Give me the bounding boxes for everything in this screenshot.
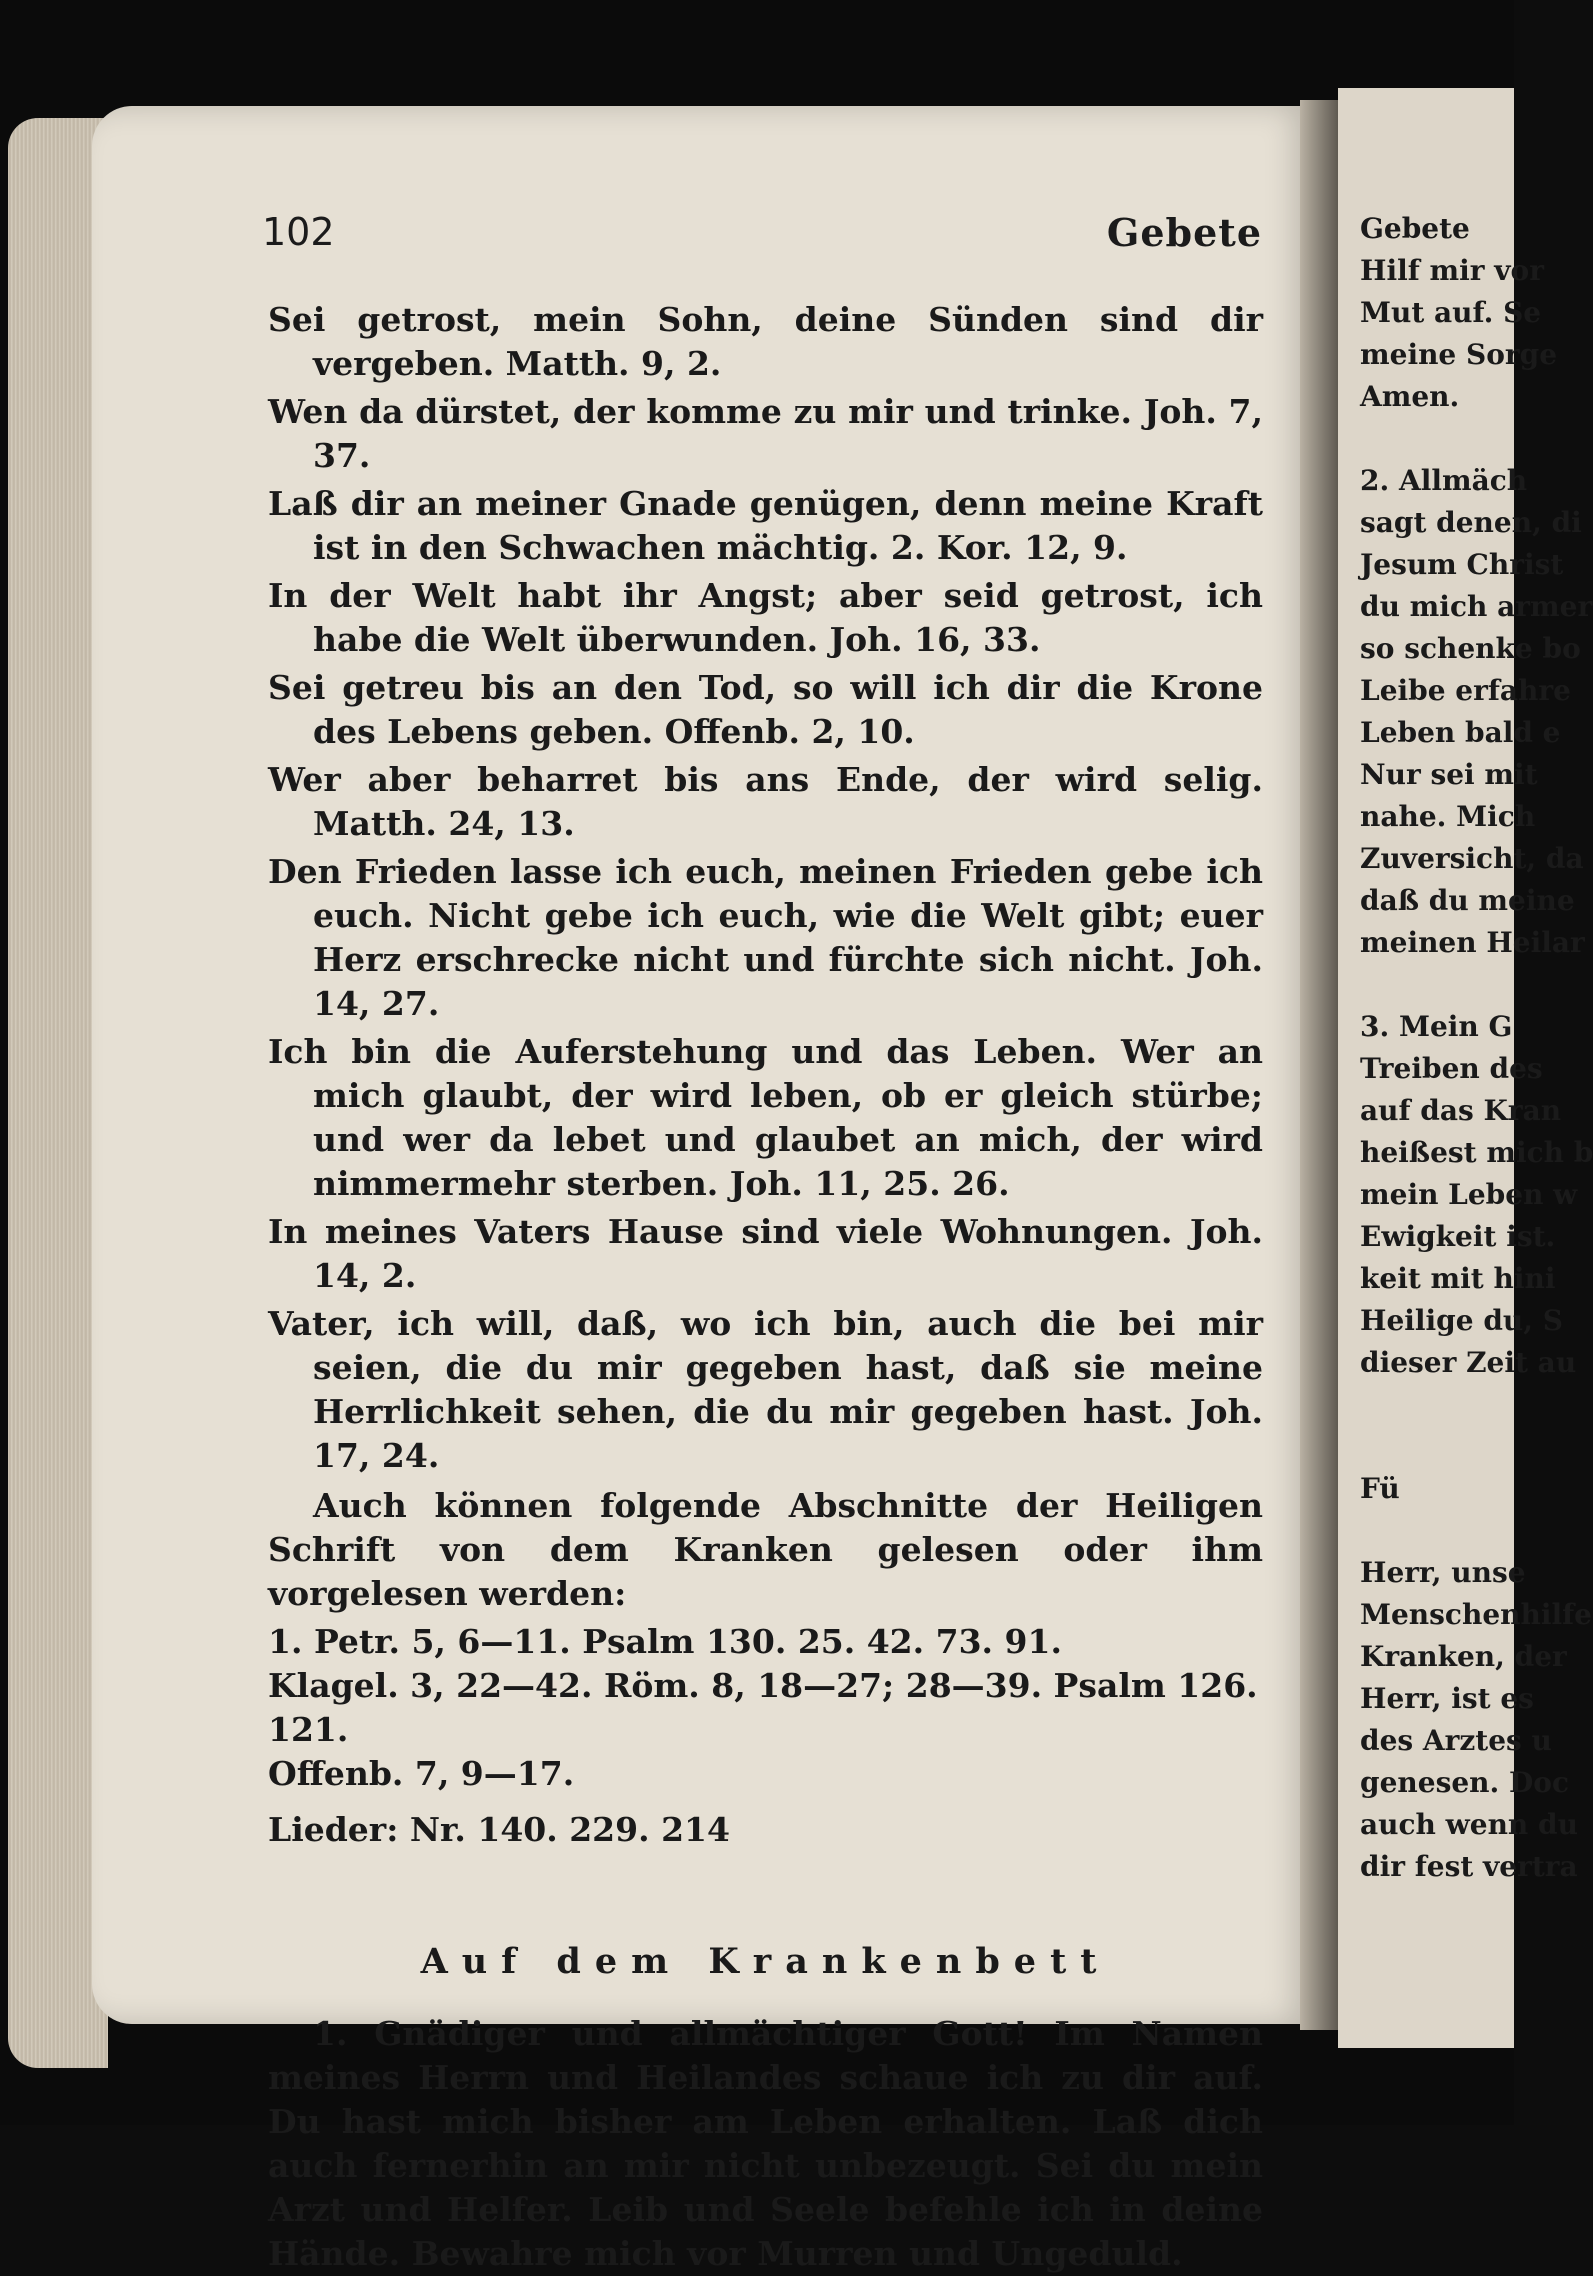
bible-verse: Den Frieden lasse ich euch, meinen Frieden gebe ich euch. Nicht gebe ich euch, wie die Welt gibt; euer Herz erschrecke nicht und fürchte sich nicht. Joh. 14, 27.	[268, 852, 1263, 1023]
right-page-line: 2. Allmäch	[1360, 464, 1528, 497]
right-page-line: genesen. Doc	[1360, 1766, 1570, 1799]
reading-intro: Auch können folgende Abschnitte der Heiligen Schrift von dem Kranken gelesen oder ihm vorgelesen werden:	[268, 1486, 1263, 1613]
hymn-list: Lieder: Nr. 140. 229. 214	[268, 1810, 730, 1849]
right-page-line: Herr, unse	[1360, 1556, 1526, 1589]
bible-verse: Laß dir an meiner Gnade genügen, denn meine Kraft ist in den Schwachen mächtig. 2. Kor. 12, 9.	[268, 484, 1263, 567]
right-page-line: Gebete	[1360, 212, 1470, 245]
right-page-line: Amen.	[1360, 380, 1460, 413]
right-page-line	[1360, 1510, 1593, 1552]
prayer-paragraph: 1. Gnädiger und allmächtiger Gott! Im Namen meines Herrn und Heilandes schaue ich zu dir auf. Du hast mich bisher am Leben erhalten. Laß dich auch fernerhin an mir nicht unbezeugt. Sei du mein Arzt und Helfer. Leib und Seele befehle ich in deine Hände. Bewahre mich vor Murren und Ungeduld.	[268, 2014, 1263, 2273]
bible-verse: In meines Vaters Hause sind viele Wohnungen. Joh. 14, 2.	[268, 1212, 1263, 1295]
right-page-line: Hilf mir vor	[1360, 254, 1544, 287]
right-page-line: Mut auf. Se	[1360, 296, 1542, 329]
bible-verse: Wer aber beharret bis ans Ende, der wird selig. Matth. 24, 13.	[268, 760, 1263, 843]
right-page-line: 3. Mein G	[1360, 1010, 1513, 1043]
right-page-line: daß du meine	[1360, 884, 1575, 917]
right-page-line: auf das Kran	[1360, 1094, 1562, 1127]
page-header	[262, 210, 1262, 260]
right-page-line: Nur sei mit	[1360, 758, 1538, 791]
right-page-line: nahe. Mich	[1360, 800, 1536, 833]
right-page-line: Fü	[1360, 1472, 1400, 1505]
right-page-line: du mich armer	[1360, 590, 1593, 623]
right-page-line: dir fest vertra	[1360, 1850, 1578, 1883]
right-page-line: auch wenn du	[1360, 1808, 1578, 1841]
right-page-line: mein Leben w	[1360, 1178, 1578, 1211]
right-page-line: Zuversicht, da	[1360, 842, 1584, 875]
right-page-line: des Arztes u	[1360, 1724, 1552, 1757]
bible-verse: Sei getreu bis an den Tod, so will ich dir die Krone des Lebens geben. Offenb. 2, 10.	[268, 668, 1263, 751]
right-page-line	[1360, 1426, 1593, 1468]
right-page-line: Kranken, der	[1360, 1640, 1567, 1673]
right-page-line: Treiben des	[1360, 1052, 1543, 1085]
right-page-line: meine Sorge	[1360, 338, 1558, 371]
bible-verse: In der Welt habt ihr Angst; aber seid getrost, ich habe die Welt überwunden. Joh. 16, 33.	[268, 576, 1263, 659]
right-page-line: Jesum Christ	[1360, 548, 1564, 581]
right-page-line: Herr, ist es	[1360, 1682, 1534, 1715]
right-page-line: keit mit hini	[1360, 1262, 1556, 1295]
right-page-line: Menschenhilfe	[1360, 1598, 1592, 1631]
right-page-line: Ewigkeit ist.	[1360, 1220, 1556, 1253]
bible-verse: Ich bin die Auferstehung und das Leben. Wer an mich glaubt, der wird leben, ob er gleich stürbe; und wer da lebet und glaubet an mich, der wird nimmermehr sterben. Joh. 11, 25. 26.	[268, 1032, 1263, 1203]
right-page-line: sagt denen, di	[1360, 506, 1582, 539]
right-page-line: meinen Heilar	[1360, 926, 1585, 959]
right-page-text	[1360, 208, 1593, 1888]
reading-reference: Klagel. 3, 22—42. Röm. 8, 18—27; 28—39. Psalm 126. 121.	[268, 1666, 1258, 1749]
right-page-line: dieser Zeit au	[1360, 1346, 1577, 1379]
running-title: Gebete	[1106, 210, 1262, 255]
right-page-line: Leben bald e	[1360, 716, 1561, 749]
right-page-line: so schenke bo	[1360, 632, 1581, 665]
right-page-line: Leibe erfahre	[1360, 674, 1571, 707]
reading-reference: Offenb. 7, 9—17.	[268, 1754, 575, 1793]
right-page-line: Heilige du, S	[1360, 1304, 1563, 1337]
right-page-line	[1360, 964, 1593, 1006]
right-page-line	[1360, 1384, 1593, 1426]
right-page-fragment	[1338, 88, 1593, 2048]
bible-verse: Wen da dürstet, der komme zu mir und trinke. Joh. 7, 37.	[268, 392, 1263, 475]
right-page-line: heißest mich b	[1360, 1136, 1593, 1169]
bible-verse: Vater, ich will, daß, wo ich bin, auch die bei mir seien, die du mir gegeben hast, daß sie meine Herrlichkeit sehen, die du mir gegeben hast. Joh. 17, 24.	[268, 1304, 1263, 1475]
reading-reference: 1. Petr. 5, 6—11. Psalm 130. 25. 42. 73. 91.	[268, 1622, 1062, 1661]
page-number: 102	[262, 210, 335, 254]
page-body	[268, 298, 1263, 2276]
right-page-line	[1360, 418, 1593, 460]
book-gutter	[1300, 100, 1340, 2030]
section-title: Auf dem Krankenbett	[420, 1941, 1111, 1982]
bible-verse: Sei getrost, mein Sohn, deine Sünden sind dir vergeben. Matth. 9, 2.	[268, 300, 1263, 383]
